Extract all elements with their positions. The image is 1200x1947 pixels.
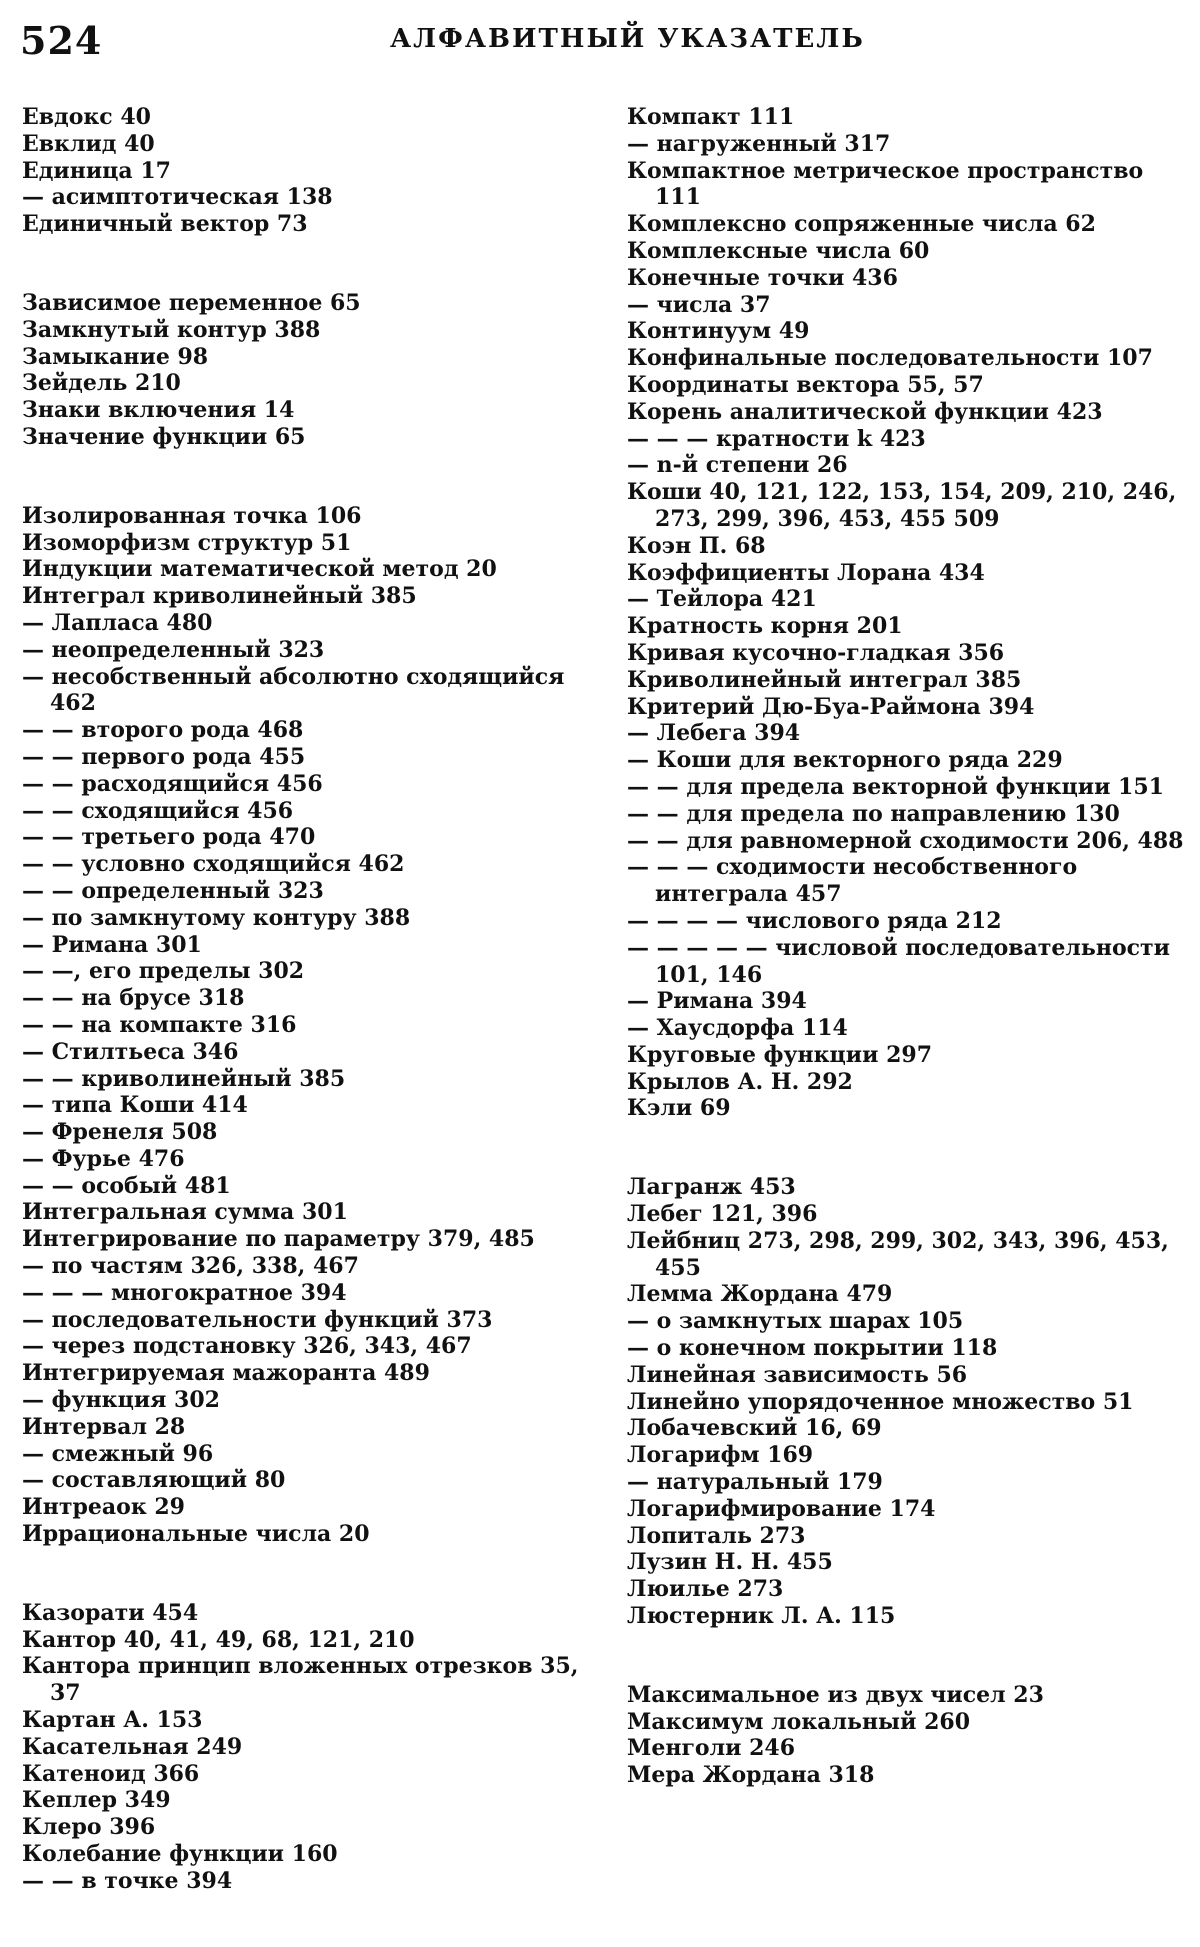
index-entry: — числа 37	[627, 291, 771, 318]
index-letter-group	[22, 503, 602, 1548]
index-entry: Знаки включения 14	[22, 397, 295, 424]
index-entry: Лебег 121, 396	[627, 1201, 818, 1228]
index-entry: Интервал 28	[22, 1413, 186, 1440]
index-entry: Люилье 273	[627, 1576, 784, 1603]
index-entry: Зейдель 210	[22, 370, 181, 397]
index-entry: Лемма Жордана 479	[627, 1281, 893, 1308]
index-entry: Лопиталь 273	[627, 1522, 806, 1549]
index-entry: Катеноид 366	[22, 1760, 200, 1787]
index-entry: — функция 302	[22, 1387, 220, 1414]
index-entry: Интегральная сумма 301	[22, 1199, 348, 1226]
index-entry: — — — многократное 394	[22, 1279, 347, 1306]
index-entry: Криволинейный интеграл 385	[627, 666, 1022, 693]
index-entry: Координаты вектора 55, 57	[627, 371, 984, 398]
index-entry: — — второго рода 468	[22, 717, 304, 744]
index-entry: — — — — числового ряда 212	[627, 907, 1002, 934]
index-entry: Замкнутый контур 388	[22, 316, 321, 343]
index-entry: Замыкание 98	[22, 343, 209, 370]
index-entry: — о конечном покрытии 118	[627, 1335, 998, 1362]
index-entry: Лагранж 453	[627, 1174, 796, 1201]
index-entry: — n-й степени 26	[627, 452, 848, 479]
index-entry: — Лебега 394	[627, 720, 801, 747]
index-letter-group	[627, 1174, 1187, 1630]
index-entry: Значение функции 65	[22, 423, 306, 450]
index-entry: Интегрирование по параметру 379, 485	[22, 1226, 535, 1253]
index-entry: — несобственный абсолютно сходящийся 462	[22, 663, 565, 717]
index-entry: Кривая кусочно-гладкая 356	[627, 639, 1005, 666]
index-entry: Компактное метрическое пространство 111	[627, 157, 1144, 211]
index-entry: — — расходящийся 456	[22, 770, 323, 797]
index-entry: Кантор 40, 41, 49, 68, 121, 210	[22, 1626, 415, 1653]
index-entry: — — сходящийся 456	[22, 797, 294, 824]
index-entry: — — — сходимости несобственного интеграла 457	[627, 854, 1078, 908]
index-entry: Компакт 111	[627, 104, 795, 130]
index-column-left	[22, 104, 602, 1947]
index-entry: Иррациональные числа 20	[22, 1521, 370, 1548]
index-entry: — Хаусдорфа 114	[627, 1015, 848, 1042]
index-entry: Коши 40, 121, 122, 153, 154, 209, 210, 246, 273, 299, 396, 453, 455 509	[627, 479, 1177, 532]
index-entry: — о замкнутых шарах 105	[627, 1308, 964, 1335]
index-entry: — асимптотическая 138	[22, 184, 333, 211]
index-entry: Казорати 454	[22, 1599, 199, 1626]
index-entry: Максимум локальный 260	[627, 1708, 970, 1735]
index-entry: Лузин Н. Н. 455	[627, 1549, 833, 1576]
index-entry: — нагруженный 317	[627, 130, 891, 157]
index-entry: — по частям 326, 338, 467	[22, 1253, 359, 1280]
index-entry: — через подстановку 326, 343, 467	[22, 1333, 472, 1360]
index-entry: Кеплер 349	[22, 1787, 171, 1814]
index-entry: Конфинальные последовательности 107	[627, 345, 1153, 372]
index-entry: Интегрируемая мажоранта 489	[22, 1360, 430, 1387]
page-title: АЛФАВИТНЫЙ УКАЗАТЕЛЬ	[390, 24, 865, 54]
index-entry: Изолированная точка 106	[22, 502, 362, 529]
index-column-right	[627, 104, 1187, 1841]
index-entry: Линейно упорядоченное множество 51	[627, 1388, 1134, 1415]
index-entry: — — особый 481	[22, 1172, 231, 1199]
index-entry: — по замкнутому контуру 388	[22, 904, 411, 931]
index-entry: — — в точке 394	[22, 1867, 233, 1894]
index-entry: Люстерник Л. А. 115	[627, 1603, 896, 1630]
index-entry: — Стилтьеса 346	[22, 1038, 239, 1065]
index-entry: Комплексные числа 60	[627, 237, 930, 264]
index-entry: Единичный вектор 73	[22, 211, 308, 238]
index-entry: Критерий Дю-Буа-Раймона 394	[627, 693, 1035, 720]
index-entry: Евклид 40	[22, 130, 155, 157]
index-entry: — смежный 96	[22, 1440, 214, 1467]
index-entry: Комплексно сопряженные числа 62	[627, 211, 1096, 238]
index-entry: — —, его пределы 302	[22, 958, 305, 985]
index-entry: — — третьего рода 470	[22, 824, 316, 851]
index-entry: Интеграл криволинейный 385	[22, 583, 417, 610]
index-entry: Лейбниц 273, 298, 299, 302, 343, 396, 453, 455	[627, 1227, 1169, 1281]
index-entry: Менголи 246	[627, 1735, 796, 1762]
index-entry: Евдокс 40	[22, 104, 151, 130]
index-letter-group	[627, 1682, 1187, 1789]
index-entry: — — на компакте 316	[22, 1011, 297, 1038]
page-number: 524	[20, 18, 103, 63]
index-entry: — составляющий 80	[22, 1467, 286, 1494]
index-letter-group	[22, 290, 602, 451]
index-entry: Кратность корня 201	[627, 613, 903, 640]
index-entry: — Френеля 508	[22, 1119, 218, 1146]
index-entry: Клеро 396	[22, 1814, 156, 1841]
index-entry: Касательная 249	[22, 1733, 243, 1760]
index-entry: Изоморфизм структур 51	[22, 529, 352, 556]
index-entry: Коэффициенты Лорана 434	[627, 559, 985, 586]
index-entry: — — первого рода 455	[22, 743, 306, 770]
index-entry: Корень аналитической функции 423	[627, 398, 1103, 425]
index-entry: Индукции математической метод 20	[22, 556, 497, 583]
index-letter-group	[22, 104, 602, 238]
index-entry: — последовательности функций 373	[22, 1306, 493, 1333]
index-letter-group	[627, 104, 1187, 1122]
index-entry: Кэли 69	[627, 1095, 731, 1122]
index-entry: Единица 17	[22, 157, 171, 184]
index-entry: Коэн П. 68	[627, 532, 766, 559]
index-entry: — — для предела по направлению 130	[627, 800, 1120, 827]
index-entry: — — на брусе 318	[22, 985, 245, 1012]
index-entry: — — определенный 323	[22, 877, 324, 904]
index-entry: Логарифмирование 174	[627, 1495, 936, 1522]
index-entry: — — для равномерной сходимости 206, 488	[627, 827, 1184, 854]
index-entry: Кантора принцип вложенных отрезков 35, 37	[22, 1653, 579, 1707]
index-entry: — Лапласа 480	[22, 609, 213, 636]
index-entry: Конечные точки 436	[627, 264, 898, 291]
index-entry: — — — — — числовой последовательности 101, 146	[627, 934, 1170, 988]
index-entry: Зависимое переменное 65	[22, 289, 361, 316]
index-entry: Линейная зависимость 56	[627, 1361, 968, 1388]
index-entry: Континуум 49	[627, 318, 810, 345]
index-entry: — натуральный 179	[627, 1469, 883, 1496]
index-entry: Мера Жордана 318	[627, 1762, 875, 1789]
index-entry: — — — кратности k 423	[627, 425, 926, 452]
index-letter-group	[22, 1600, 602, 1895]
index-entry: — Тейлора 421	[627, 586, 817, 613]
index-entry: — неопределенный 323	[22, 636, 325, 663]
index-entry: Интреаок 29	[22, 1494, 185, 1521]
index-entry: — Коши для векторного ряда 229	[627, 747, 1063, 774]
index-entry: Крылов А. Н. 292	[627, 1068, 853, 1095]
index-entry: Картан А. 153	[22, 1707, 203, 1734]
index-entry: — Фурье 476	[22, 1145, 185, 1172]
index-entry: — Римана 301	[22, 931, 202, 958]
index-entry: Колебание функции 160	[22, 1841, 338, 1868]
index-entry: — — криволинейный 385	[22, 1065, 346, 1092]
index-entry: Лобачевский 16, 69	[627, 1415, 882, 1442]
index-entry: Логарифм 169	[627, 1442, 814, 1469]
index-entry: — Римана 394	[627, 988, 807, 1015]
index-entry: — — для предела векторной функции 151	[627, 773, 1164, 800]
index-entry: Круговые функции 297	[627, 1041, 933, 1068]
index-entry: Максимальное из двух чисел 23	[627, 1681, 1044, 1708]
index-entry: — — условно сходящийся 462	[22, 851, 405, 878]
index-entry: — типа Коши 414	[22, 1092, 248, 1119]
